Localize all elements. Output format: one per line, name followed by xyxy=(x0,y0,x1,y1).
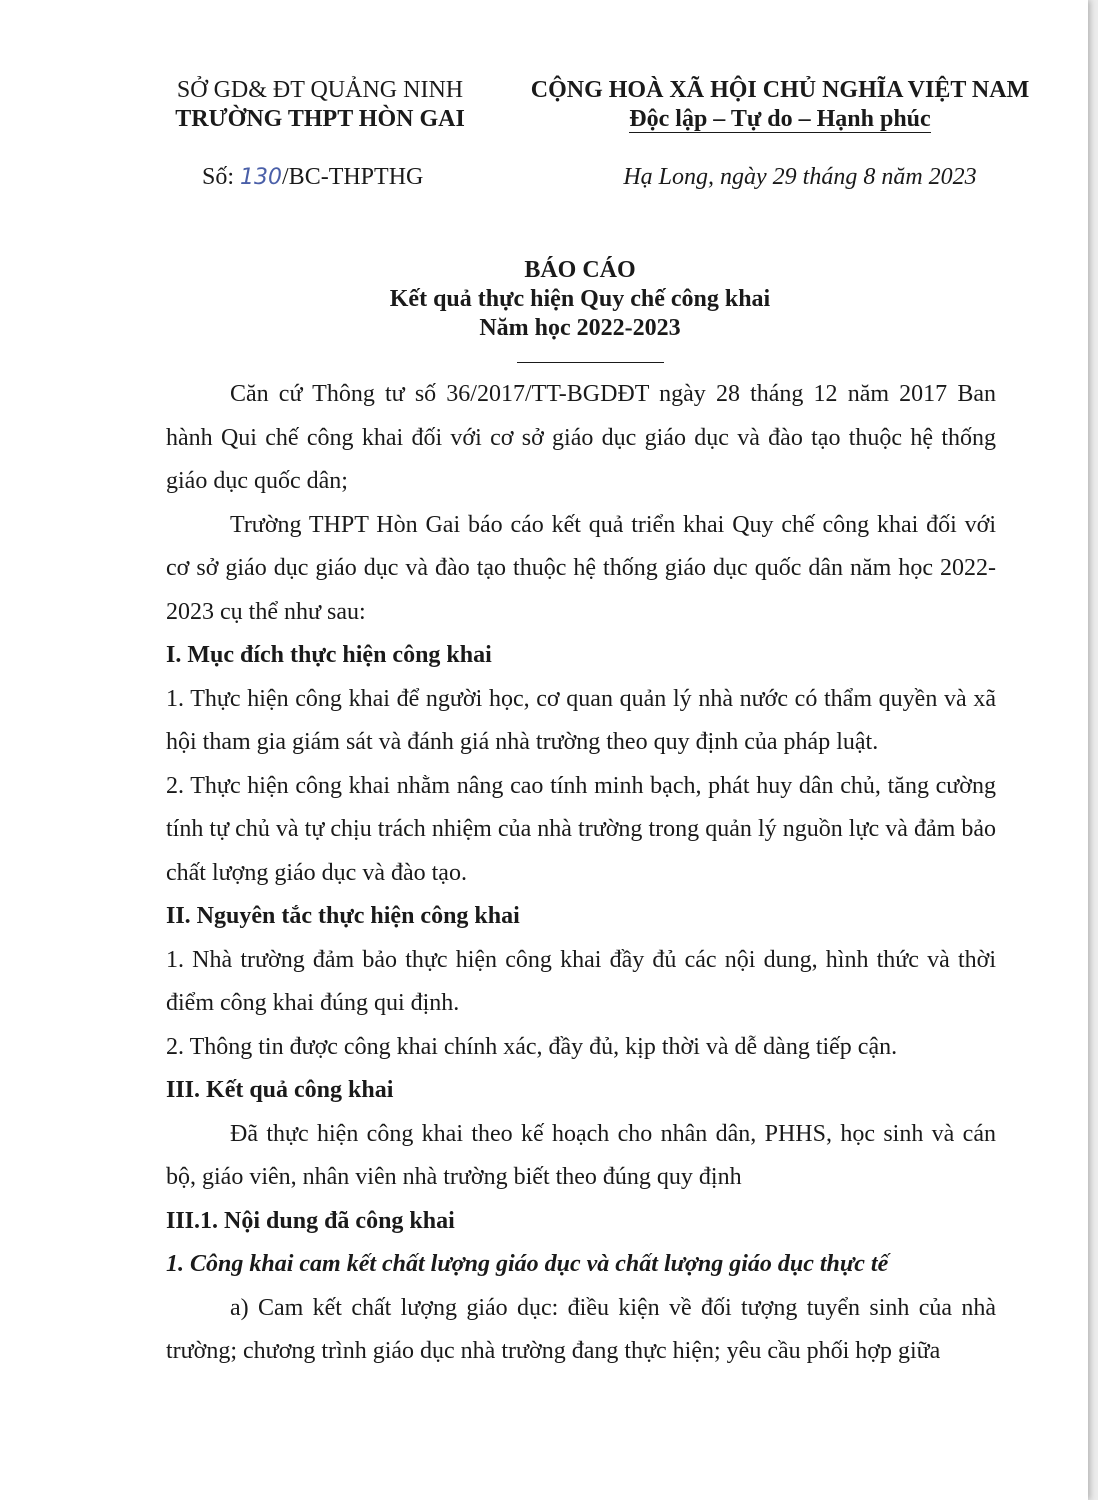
issuing-agency xyxy=(150,76,490,134)
title-divider xyxy=(517,362,664,363)
section-heading-1: I. Mục đích thực hiện công khai xyxy=(166,642,492,668)
document-number xyxy=(202,164,423,191)
paragraph-purpose-2: 2. Thực hiện công khai nhằm nâng cao tính minh bạch, phát huy dân chủ, tăng cường tính tự chủ và tự chịu trách nhiệm của nhà trường trong quản lý nguồn lực và đảm bảo chất lượng giáo dục và đào tạo. xyxy=(166,772,996,886)
title-line-2: Kết quả thực hiện Quy chế công khai xyxy=(389,286,771,312)
title-line-1: BÁO CÁO xyxy=(524,257,636,283)
national-heading xyxy=(500,76,1060,134)
national-title: CỘNG HOÀ XÃ HỘI CHỦ NGHĨA VIỆT NAM xyxy=(530,77,1030,103)
paragraph-legal-basis: Căn cứ Thông tư số 36/2017/TT-BGDĐT ngày 28 tháng 12 năm 2017 Ban hành Qui chế công khai đối với cơ sở giáo dục giáo dục và đào tạo thuộc hệ thống giáo dục quốc dân; xyxy=(166,381,996,494)
section-heading-2: II. Nguyên tắc thực hiện công khai xyxy=(166,903,520,929)
item-heading-1: 1. Công khai cam kết chất lượng giáo dục và chất lượng giáo dục thực tế xyxy=(166,1251,889,1277)
paragraph-intro: Trường THPT Hòn Gai báo cáo kết quả triển khai Quy chế công khai đối với cơ sở giáo dục giáo dục và đào tạo thuộc hệ thống giáo dục quốc dân năm học 2022-2023 cụ thể như sau: xyxy=(166,511,996,625)
doc-number-suffix: /BC-THPTHG xyxy=(282,164,424,190)
doc-number-handwritten: 130 xyxy=(240,165,283,190)
doc-number-prefix: Số: xyxy=(202,164,241,190)
report-body xyxy=(166,373,996,1374)
paragraph-principle-2: 2. Thông tin được công khai chính xác, đầy đủ, kịp thời và dễ dàng tiếp cận. xyxy=(166,1033,898,1060)
national-motto: Độc lập – Tự do – Hạnh phúc xyxy=(629,106,931,132)
paragraph-principle-1: 1. Nhà trường đảm bảo thực hiện công khai đầy đủ các nội dung, hình thức và thời điểm công khai đúng qui định. xyxy=(166,946,996,1016)
place-date: Hạ Long, ngày 29 tháng 8 năm 2023 xyxy=(623,164,977,190)
paragraph-purpose-1: 1. Thực hiện công khai để người học, cơ quan quản lý nhà nước có thẩm quyền và xã hội tham gia giám sát và đánh giá nhà trường theo quy định của pháp luật. xyxy=(166,685,996,755)
paragraph-results: Đã thực hiện công khai theo kế hoạch cho nhân dân, PHHS, học sinh và cán bộ, giáo viên, nhân viên nhà trường biết theo đúng quy định xyxy=(166,1120,996,1190)
paragraph-commitment: a) Cam kết chất lượng giáo dục: điều kiện về đối tượng tuyển sinh của nhà trường; chương trình giáo dục nhà trường đang thực hiện; yêu cầu phối hợp giữa xyxy=(166,1294,996,1364)
subsection-heading-3-1: III.1. Nội dung đã công khai xyxy=(166,1207,455,1234)
agency-department: SỞ GD& ĐT QUẢNG NINH xyxy=(176,77,464,103)
agency-school: TRƯỜNG THPT HÒN GAI xyxy=(175,106,465,132)
section-heading-3: III. Kết quả công khai xyxy=(166,1077,394,1103)
report-title xyxy=(380,256,780,343)
title-line-3: Năm học 2022-2023 xyxy=(479,315,681,341)
